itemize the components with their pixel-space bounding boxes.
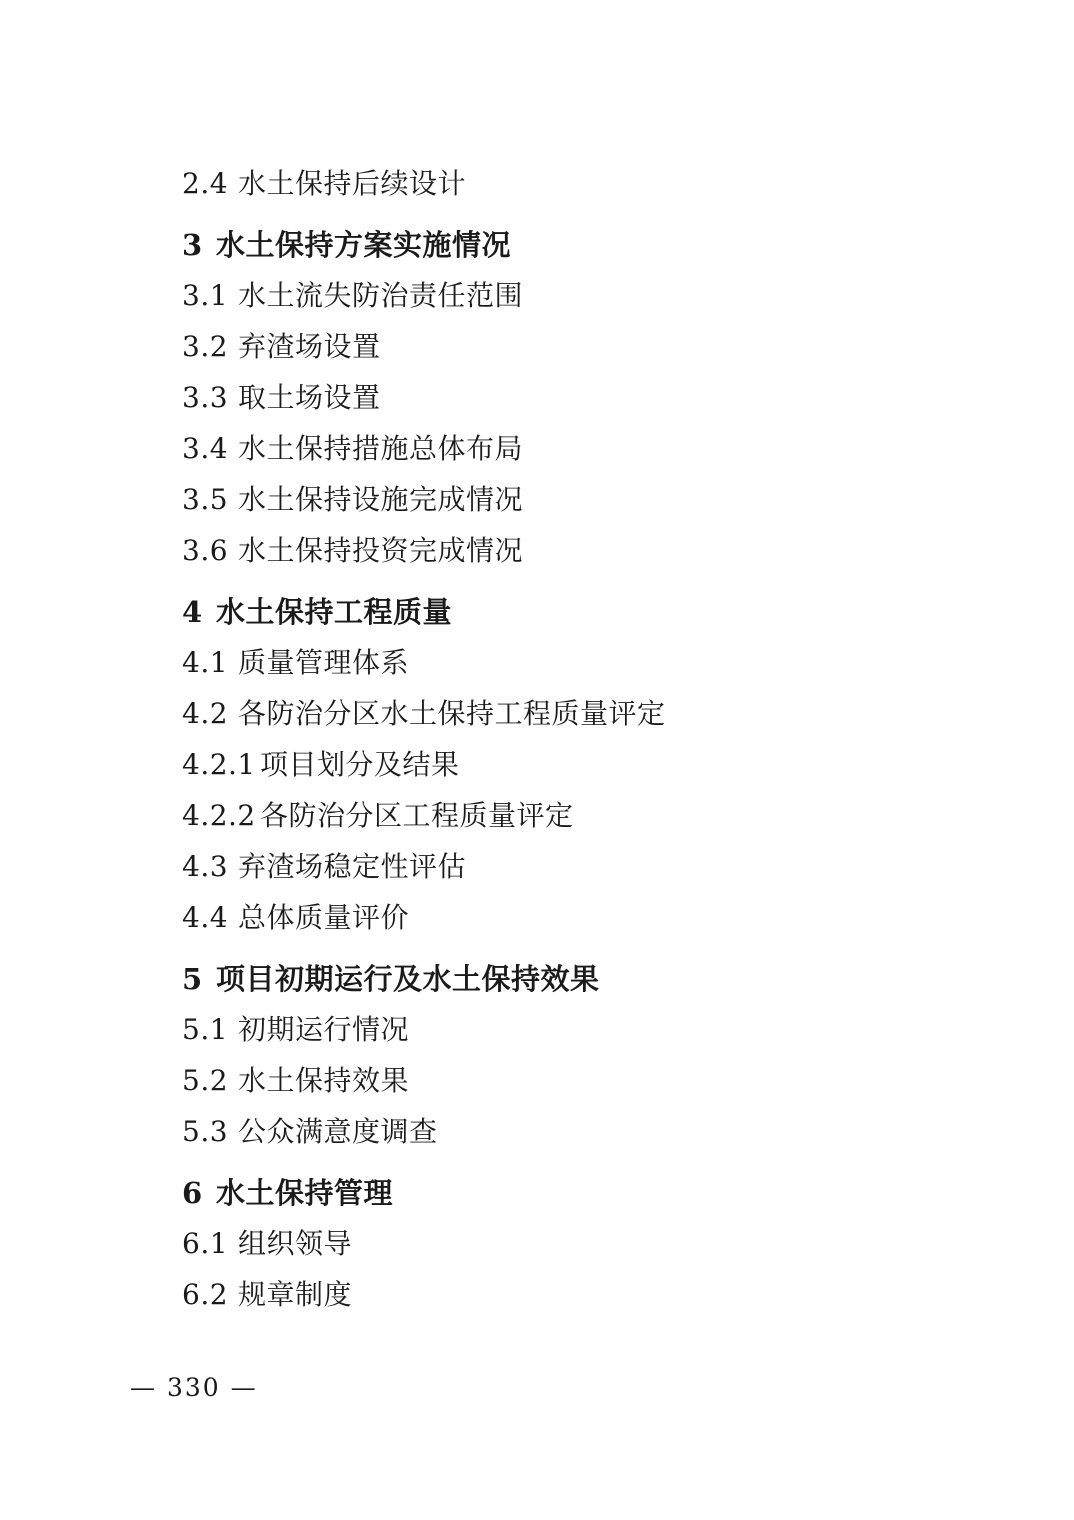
toc-entry[interactable] (182, 167, 954, 200)
toc-entry-number: 4.2.1 (182, 748, 256, 781)
toc-entry-title: 组织领导 (238, 1227, 353, 1260)
toc-entry-number: 3.6 (182, 534, 229, 567)
toc-entry[interactable] (182, 221, 954, 260)
toc-entry-number: 5 (182, 962, 203, 996)
toc-entry[interactable] (182, 955, 954, 994)
toc-entry-number: 4.1 (182, 646, 229, 679)
toc-entry-number: 3 (182, 228, 203, 262)
toc-entry-number: 3.2 (182, 330, 229, 363)
toc-entry[interactable] (182, 901, 954, 934)
toc-entry-title: 水土保持效果 (238, 1064, 410, 1097)
toc-entry-title: 水土保持后续设计 (238, 167, 467, 200)
toc-entry[interactable] (182, 1278, 954, 1311)
toc-entry-number: 3.3 (182, 381, 229, 414)
toc-entry-title: 初期运行情况 (238, 1013, 410, 1046)
toc-entry-number: 3.4 (182, 432, 229, 465)
toc-entry[interactable] (182, 330, 954, 363)
toc-entry[interactable] (182, 381, 954, 414)
toc-entry-number: 4 (182, 595, 203, 629)
toc-entry-title: 总体质量评价 (238, 901, 410, 934)
toc-entry[interactable] (182, 534, 954, 567)
toc-entry-title: 水土保持工程质量 (216, 595, 453, 629)
toc-entry-number: 5.2 (182, 1064, 229, 1097)
toc-entry-title: 项目划分及结果 (260, 748, 460, 781)
toc-entry[interactable] (182, 1169, 954, 1208)
toc-entry[interactable] (182, 1064, 954, 1097)
toc-entry-number: 6.1 (182, 1227, 229, 1260)
toc-entry[interactable] (182, 646, 954, 679)
toc-entry-number: 5.3 (182, 1115, 229, 1148)
toc-entry-number: 6.2 (182, 1278, 229, 1311)
toc-entry-number: 3.1 (182, 279, 229, 312)
toc-entry[interactable] (182, 1227, 954, 1260)
toc-entry-number: 4.4 (182, 901, 229, 934)
toc-entry[interactable] (182, 850, 954, 883)
toc-entry-title: 水土保持管理 (216, 1176, 394, 1210)
toc-entry-title: 规章制度 (238, 1278, 353, 1311)
toc-entry[interactable] (182, 799, 954, 832)
toc-entry-number: 2.4 (182, 167, 229, 200)
toc-entry-title: 取土场设置 (238, 381, 381, 414)
toc-entry-number: 4.3 (182, 850, 229, 883)
toc-entry[interactable] (182, 483, 954, 516)
toc-entry-title: 项目初期运行及水土保持效果 (216, 962, 600, 996)
toc-entry-number: 5.1 (182, 1013, 229, 1046)
toc-entry-number: 4.2 (182, 697, 229, 730)
toc-entry[interactable] (182, 1115, 954, 1148)
toc-entry-title: 公众满意度调查 (238, 1115, 438, 1148)
toc-entry-number: 4.2.2 (182, 799, 256, 832)
toc-entry-title: 水土保持方案实施情况 (216, 228, 512, 262)
page-number: — 330 — (130, 1373, 258, 1402)
toc-entry-title: 各防治分区水土保持工程质量评定 (238, 697, 666, 730)
toc-entry[interactable] (182, 697, 954, 730)
toc-entry-title: 水土保持措施总体布局 (238, 432, 524, 465)
toc-entry[interactable] (182, 588, 954, 627)
toc-entry[interactable] (182, 279, 954, 312)
toc-entry[interactable] (182, 748, 954, 781)
toc-entry-number: 3.5 (182, 483, 229, 516)
toc-entry-title: 水土流失防治责任范围 (238, 279, 524, 312)
table-of-contents (182, 167, 954, 1311)
toc-entry[interactable] (182, 1013, 954, 1046)
toc-entry-title: 水土保持设施完成情况 (238, 483, 524, 516)
toc-entry-title: 各防治分区工程质量评定 (260, 799, 574, 832)
toc-entry-title: 弃渣场稳定性评估 (238, 850, 467, 883)
toc-entry-title: 弃渣场设置 (238, 330, 381, 363)
toc-entry-title: 水土保持投资完成情况 (238, 534, 524, 567)
toc-entry-number: 6 (182, 1176, 203, 1210)
toc-entry[interactable] (182, 432, 954, 465)
toc-entry-title: 质量管理体系 (238, 646, 410, 679)
